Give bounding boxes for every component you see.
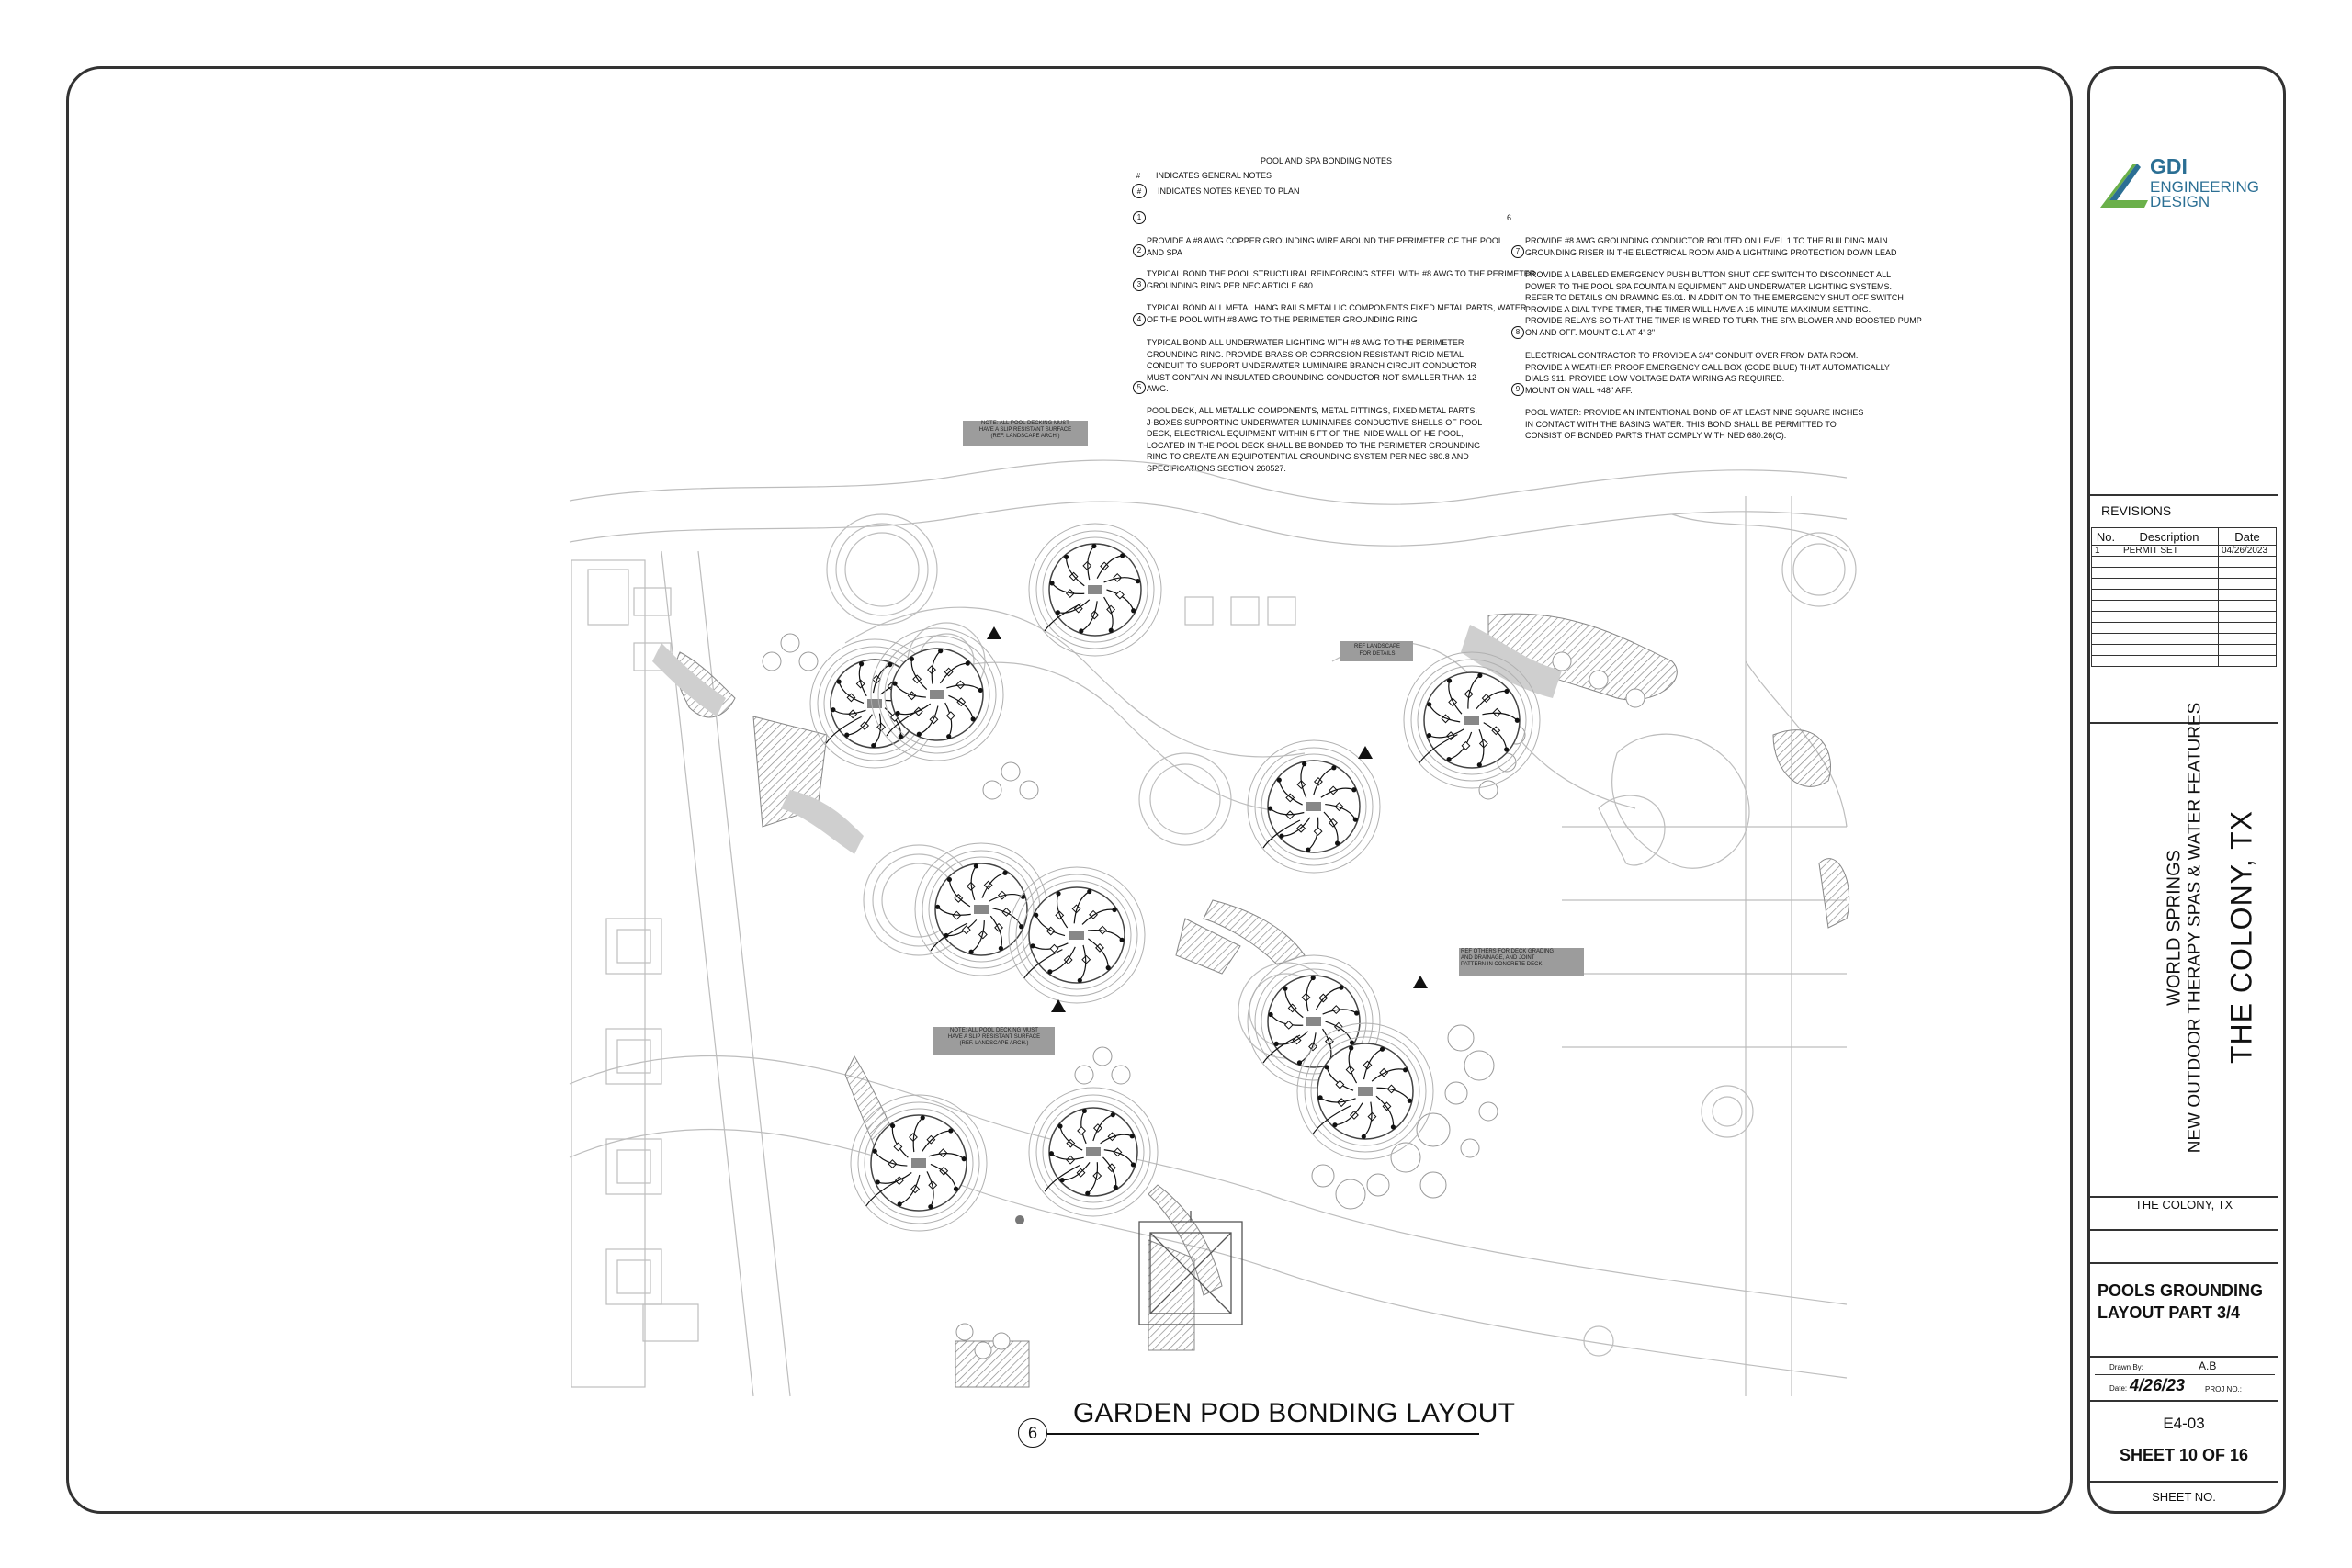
tb-divider <box>2089 1262 2278 1264</box>
tb-divider <box>2089 494 2278 496</box>
legend-general-text: INDICATES GENERAL NOTES <box>1156 171 1272 180</box>
drawn-by-value: A.B <box>2199 1359 2217 1372</box>
deck-note-text: NOTE: ALL POOL DECKING MUST HAVE A SLIP RESISTANT SURFACE (REF. LANDSCAPE ARCH.) <box>978 421 1072 439</box>
deck-note-text-2: NOTE: ALL POOL DECKING MUST HAVE A SLIP RESISTANT SURFACE (REF. LANDSCAPE ARCH.) <box>947 1028 1041 1046</box>
logo-design: DESIGN <box>2150 193 2211 210</box>
small-note-text: REF LANDSCAPE FOR DETAILS <box>1353 644 1400 657</box>
note-text: TYPICAL BOND ALL UNDERWATER LIGHTING WITH #8 AWG TO THE PERIMETER GROUNDING RING. PROVIDE BRASS OR CORROSION RESISTANT RIGID METAL CONDUIT TO SUPPORT UNDERWATER LUMINAIRE BRANCH CIRCUIT CONDUCTOR MUST CONTAIN AN INSULATED GROUNDING CONDUCTOR NOT SMALLER THAN 12 AWG. <box>1147 338 1477 393</box>
note-number: 4 <box>1133 313 1146 326</box>
tb-divider <box>2089 1229 2278 1231</box>
project-name <box>2165 703 2206 1154</box>
table-row <box>2092 645 2277 656</box>
sheet-count: SHEET 10 OF 16 <box>2119 1446 2249 1464</box>
hash-symbol: # <box>1136 171 1141 180</box>
logo-engineering: ENGINEERING <box>2150 178 2260 196</box>
project-city: THE COLONY, TX <box>2224 810 2258 1064</box>
spa-pod <box>1248 740 1380 873</box>
tb-divider <box>2089 1356 2278 1358</box>
note-text: PROVIDE A #8 AWG COPPER GROUNDING WIRE AROUND THE PERIMETER OF THE POOL AND SPA <box>1147 236 1503 257</box>
table-row <box>2092 568 2277 579</box>
sheet-no-label: SHEET NO. <box>2152 1490 2216 1504</box>
note-text: TYPICAL BOND ALL METAL HANG RAILS METALLIC COMPONENTS FIXED METAL PARTS, WATER OF THE POOL WITH #8 AWG TO THE PERIMETER GROUNDING RING <box>1147 303 1527 324</box>
tb-divider <box>2095 1374 2275 1375</box>
note-number: 7 <box>1511 245 1524 258</box>
wp-marker <box>987 626 1001 639</box>
spa-pod <box>915 843 1047 976</box>
rev-no: 1 <box>2092 546 2120 557</box>
rev-no-header: No. <box>2092 528 2120 546</box>
tb-divider <box>2089 1400 2278 1402</box>
date-value: 4/26/23 <box>2130 1376 2186 1394</box>
table-row <box>2092 656 2277 667</box>
note-text: POOL WATER: PROVIDE AN INTENTIONAL BOND OF AT LEAST NINE SQUARE INCHES IN CONTACT WITH THE BASING WATER. THIS BOND SHALL BE PERMITTED TO CONSIST OF BONDED PARTS THAT COMPLY WITH NED 680.26(C). <box>1525 408 1864 440</box>
caption-underline <box>1047 1433 1479 1435</box>
rev-desc-header: Description <box>2120 528 2219 546</box>
proj-no-label: PROJ NO.: <box>2205 1385 2243 1393</box>
revisions-table <box>2091 527 2277 667</box>
project-line-1: WORLD SPRINGS <box>2164 849 2185 1007</box>
detail-title: GARDEN POD BONDING LAYOUT <box>1073 1398 1516 1428</box>
legend-keyed-text: INDICATES NOTES KEYED TO PLAN <box>1158 186 1300 196</box>
wp-marker <box>1413 976 1428 988</box>
table-row <box>2092 623 2277 634</box>
revisions-label: REVISIONS <box>2101 503 2172 518</box>
company-logo <box>2097 154 2271 219</box>
bonding-notes-title: POOL AND SPA BONDING NOTES <box>1261 156 1393 165</box>
logo-gdi: GDI <box>2150 154 2188 178</box>
circled-hash-symbol: # <box>1132 184 1147 198</box>
note-number: 9 <box>1511 383 1524 396</box>
table-row <box>2092 579 2277 590</box>
spa-pod <box>1029 524 1161 656</box>
table-row <box>2092 601 2277 612</box>
note-number: 5 <box>1133 381 1146 394</box>
revisions-header-row <box>2092 528 2277 546</box>
table-row <box>2092 546 2277 557</box>
wp-marker <box>1358 746 1373 759</box>
detail-number: 6 <box>1018 1418 1047 1448</box>
rev-desc: PERMIT SET <box>2120 546 2219 557</box>
note-text: TYPICAL BOND THE POOL STRUCTURAL REINFORCING STEEL WITH #8 AWG TO THE PERIMETER GROUNDING RING PER NEC ARTICLE 680 <box>1147 269 1536 290</box>
drawn-by-label: Drawn By: <box>2109 1363 2143 1371</box>
note-number: 1 <box>1133 211 1146 224</box>
logo-mark-icon <box>2097 158 2152 213</box>
table-row <box>2092 590 2277 601</box>
note-number: 2 <box>1133 244 1146 257</box>
others-note-text: REF OTHERS FOR DECK GRADING AND DRAINAGE, AND JOINT PATTERN IN CONCRETE DECK <box>1461 949 1555 967</box>
sheet-id: E4-03 <box>2163 1415 2205 1432</box>
project-location: THE COLONY, TX <box>2134 1198 2233 1212</box>
note-number: 6. <box>1507 213 1514 222</box>
note-number: 8 <box>1511 326 1524 339</box>
sheet-title: POOLS GROUNDING LAYOUT PART 3/4 <box>2098 1281 2264 1322</box>
date-label: Date: <box>2109 1384 2128 1393</box>
note-text: POOL DECK, ALL METALLIC COMPONENTS, METAL FITTINGS, FIXED METAL PARTS, J-BOXES SUPPORTING UNDERWATER LUMINAIRES CONDUCTIVE SHELLS OF POOL DECK, ELECTRICAL EQUIPMENT WITHIN 5 FT OF THE INIDE WALL OF HE POOL, LOCATED IN THE POOL DECK SHALL BE BONDED TO THE PERIMETER GROUNDING RING TO CREATE AN EQUIPOTENTIAL GROUNDING SYSTEM PER NEC 680.8 AND SPECIFICATIONS SECTION 260527. <box>1147 406 1483 473</box>
project-line-2: NEW OUTDOOR THERAPY SPAS & WATER FEATURES <box>2185 702 2205 1154</box>
note-text: PROVIDE #8 AWG GROUNDING CONDUCTOR ROUTED ON LEVEL 1 TO THE BUILDING MAIN GROUNDING RISER IN THE ELECTRICAL ROOM AND A LIGHTNING PROTECTION DOWN LEAD <box>1525 236 1897 257</box>
rev-date-header: Date <box>2219 528 2277 546</box>
table-row <box>2092 612 2277 623</box>
note-number: 3 <box>1133 278 1146 291</box>
note-text: PROVIDE A LABELED EMERGENCY PUSH BUTTON SHUT OFF SWITCH TO DISCONNECT ALL POWER TO THE POOL SPA FOUNTAIN EQUIPMENT AND UNDERWATER LIGHTING SYSTEMS. REFER TO DETAILS ON DRAWING E6.01. IN ADDITION TO THE EMERGENCY SHUT OFF SWITCH PROVIDE A DIAL TYPE TIMER, THE TIMER WILL HAVE A 15 MINUTE MAXIMUM SETTING. PROVIDE RELAYS SO THAT THE TIMER IS WIRED TO TURN THE SPA BLOWER AND BOOSTED PUMP ON AND OFF. MOUNT C.L AT 4'-3" <box>1525 270 1922 337</box>
table-row <box>2092 634 2277 645</box>
rev-date: 04/26/2023 <box>2219 546 2277 557</box>
spa-pod <box>1029 1088 1158 1216</box>
note-text: ELECTRICAL CONTRACTOR TO PROVIDE A 3/4" CONDUIT OVER FROM DATA ROOM. PROVIDE A WEATHER PROOF EMERGENCY CALL BOX (CODE BLUE) THAT AUTOMATICALLY DIALS 911. PROVIDE LOW VOLTAGE DATA WIRING AS REQUIRED. MOUNT ON WALL +48" AFF. <box>1525 351 1890 395</box>
table-row <box>2092 557 2277 568</box>
tb-divider <box>2089 1481 2278 1483</box>
